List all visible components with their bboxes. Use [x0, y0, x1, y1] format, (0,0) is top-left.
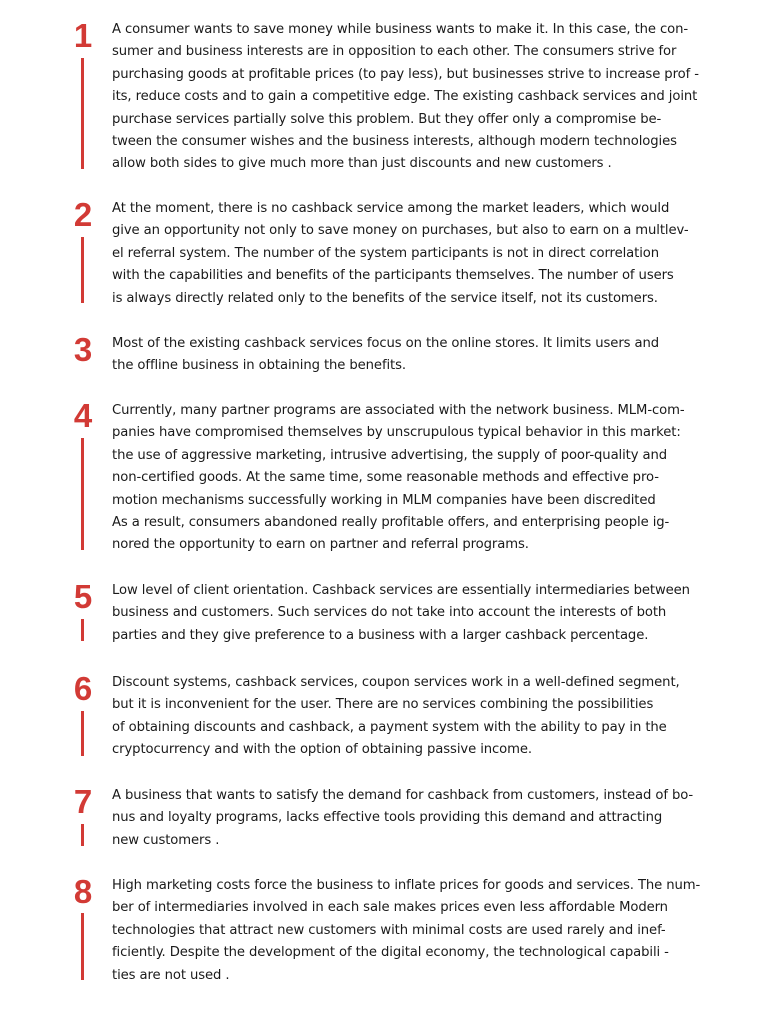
text-line: purchase services partially solve this problem. But they offer only a compromise be-	[112, 111, 662, 127]
text-line: parties and they give preference to a business with a larger cashback percentage.	[112, 627, 649, 643]
item-number: 6	[73, 670, 93, 707]
text-line: High marketing costs force the business to inflate prices for goods and services. The num-	[112, 878, 701, 893]
text-line: technologies that attract new customers with minimal costs are used rarely and inef-	[112, 922, 666, 938]
item-paragraph	[112, 198, 712, 310]
text-line: At the moment, there is no cashback service among the market leaders, which would	[112, 201, 670, 216]
text-line: A consumer wants to save money while business wants to make it. In this case, the con-	[112, 22, 689, 37]
item-number: 4	[73, 397, 93, 434]
item-number: 3	[73, 331, 93, 368]
text-line: new customers .	[112, 832, 220, 848]
text-line: Currently, many partner programs are associated with the network business. MLM-com-	[112, 403, 685, 418]
item-paragraph	[112, 400, 712, 557]
text-line: the offline business in obtaining the benefits.	[112, 358, 406, 374]
item-divider-bar	[81, 619, 84, 641]
item-paragraph	[112, 785, 712, 852]
item-divider-bar	[81, 438, 84, 550]
text-line: purchasing goods at profitable prices (to pay less), but businesses strive to increase prof -	[112, 66, 699, 82]
text-line: give an opportunity not only to save money on purchases, but also to earn on a multlev-	[112, 223, 689, 239]
item-divider-bar	[81, 913, 84, 980]
item-paragraph	[112, 19, 712, 176]
text-line: with the capabilities and benefits of the participants themselves. The number of users	[112, 268, 674, 284]
item-number: 8	[73, 873, 93, 910]
text-line: nored the opportunity to earn on partner and referral programs.	[112, 537, 529, 553]
text-line: ficiently. Despite the development of the digital economy, the technological capabili -	[112, 945, 669, 961]
text-line: motion mechanisms successfully working in MLM companies have been discredited	[112, 492, 656, 508]
item-number: 7	[73, 783, 93, 820]
text-line: cryptocurrency and with the option of obtaining passive income.	[112, 742, 532, 758]
item-number: 1	[73, 17, 93, 54]
text-line: sumer and business interests are in opposition to each other. The consumers strive for	[112, 44, 677, 60]
item-divider-bar	[81, 824, 84, 846]
text-line: non-certified goods. At the same time, some reasonable methods and effective pro-	[112, 470, 659, 486]
item-paragraph	[112, 333, 712, 378]
item-paragraph	[112, 875, 712, 987]
text-line: panies have compromised themselves by unscrupulous typical behavior in this market:	[112, 425, 681, 441]
text-line: tween the consumer wishes and the business interests, although modern technologies	[112, 134, 677, 150]
text-line: nus and loyalty programs, lacks effective tools providing this demand and attracting	[112, 810, 663, 826]
text-line: ties are not used .	[112, 967, 230, 983]
item-divider-bar	[81, 58, 84, 169]
text-line: allow both sides to give much more than just discounts and new customers .	[112, 156, 612, 172]
item-number: 5	[73, 578, 93, 615]
item-paragraph	[112, 580, 712, 647]
text-line: Discount systems, cashback services, coupon services work in a well-defined segment,	[112, 675, 680, 690]
text-line: its, reduce costs and to gain a competitive edge. The existing cashback services and joint	[112, 89, 698, 105]
text-line: As a result, consumers abandoned really profitable offers, and enterprising people ig-	[112, 515, 670, 531]
item-divider-bar	[81, 237, 84, 303]
text-line: A business that wants to satisfy the demand for cashback from customers, instead of bo-	[112, 788, 694, 803]
text-line: of obtaining discounts and cashback, a payment system with the ability to pay in the	[112, 719, 667, 735]
text-line: business and customers. Such services do not take into account the interests of both	[112, 605, 667, 621]
item-divider-bar	[81, 711, 84, 756]
text-line: ber of intermediaries involved in each sale makes prices even less affordable Modern	[112, 900, 668, 916]
text-line: el referral system. The number of the system participants is not in direct correlation	[112, 245, 660, 261]
text-line: is always directly related only to the benefits of the service itself, not its customers.	[112, 290, 658, 306]
item-paragraph	[112, 672, 712, 762]
text-line: Low level of client orientation. Cashback services are essentially intermediaries between	[112, 583, 690, 598]
text-line: the use of aggressive marketing, intrusive advertising, the supply of poor-quality and	[112, 447, 668, 463]
item-number: 2	[73, 196, 93, 233]
text-line: Most of the existing cashback services focus on the online stores. It limits users and	[112, 336, 660, 351]
text-line: but it is inconvenient for the user. There are no services combining the possibilities	[112, 697, 654, 713]
